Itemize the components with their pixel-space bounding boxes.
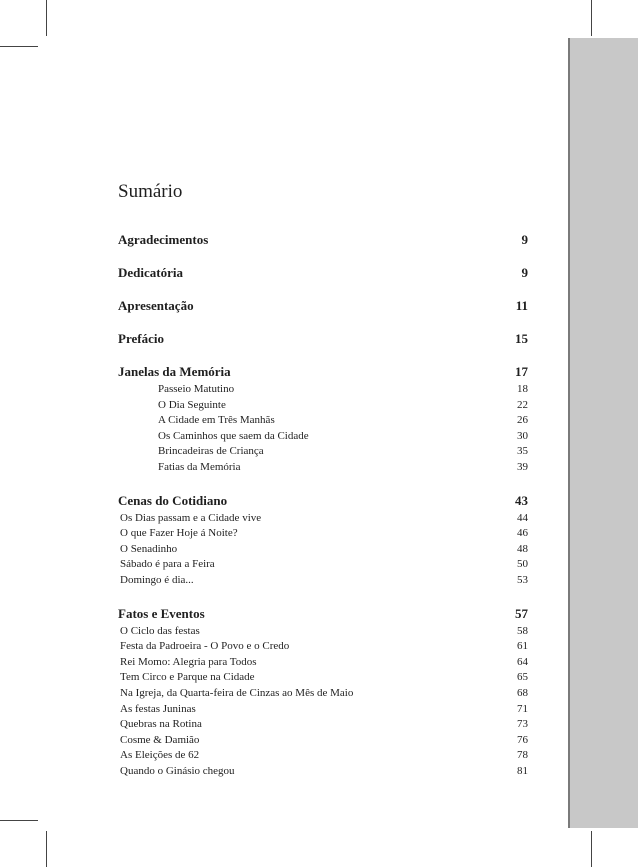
toc-subentry [118, 748, 528, 764]
crop-mark-bottom-right-v [591, 831, 592, 867]
toc-subentry [118, 429, 528, 445]
toc-page-number: 76 [517, 733, 528, 746]
toc-entry [118, 232, 528, 248]
toc-subentry [118, 733, 528, 749]
toc-label: Festa da Padroeira - O Povo e o Credo [120, 640, 290, 653]
toc-label: Na Igreja, da Quarta-feira de Cinzas ao Mês de Maio [120, 686, 354, 699]
toc-page-number: 17 [515, 364, 528, 379]
toc-page-number: 18 [517, 383, 528, 395]
toc-subentry [118, 511, 528, 527]
toc-label: Rei Momo: Alegria para Todos [120, 655, 257, 668]
toc-label: Cenas do Cotidiano [118, 492, 228, 508]
toc-label: O Dia Seguinte [158, 398, 226, 411]
toc-page-number: 53 [517, 573, 528, 586]
toc-subentry [118, 764, 528, 780]
crop-mark-bottom-left-v [46, 831, 47, 867]
toc-page-number: 9 [521, 232, 528, 247]
toc-label: As festas Juninas [120, 702, 196, 715]
toc-label: A Cidade em Três Manhãs [158, 414, 275, 427]
toc-page-number: 71 [517, 702, 528, 715]
toc-page-number: 61 [517, 640, 528, 653]
toc-label: Quebras na Rotina [120, 718, 202, 731]
toc-page-number: 68 [517, 686, 528, 699]
toc-page-number: 39 [517, 460, 528, 473]
toc-page-number: 22 [517, 398, 528, 411]
toc-label: O que Fazer Hoje á Noite? [120, 527, 238, 540]
toc-subentry [118, 398, 528, 414]
toc-page-number: 15 [515, 331, 528, 346]
toc-label: Cosme & Damião [120, 733, 200, 746]
toc-subentry [118, 382, 528, 398]
toc-section-heading [118, 606, 528, 622]
toc-subentry [118, 702, 528, 718]
crop-mark-top-right-v [591, 0, 592, 36]
crop-mark-top-left-v [46, 0, 47, 36]
toc-page-number: 65 [517, 671, 528, 684]
toc-label: Tem Circo e Parque na Cidade [120, 671, 255, 684]
toc-page-number: 43 [515, 492, 528, 508]
toc-subentry [118, 413, 528, 429]
crop-mark-bottom-left-h [0, 820, 38, 821]
toc-subentry [118, 444, 528, 460]
toc-subentry [118, 624, 528, 640]
toc-label: Os Dias passam e a Cidade vive [120, 511, 262, 524]
toc-subentry [118, 542, 528, 558]
table-of-contents [118, 180, 528, 796]
toc-page-number: 57 [515, 605, 528, 621]
toc-page-number: 58 [517, 624, 528, 637]
toc-page-number: 11 [515, 298, 528, 313]
toc-section [118, 606, 528, 780]
toc-label: O Ciclo das festas [120, 624, 200, 637]
toc-page-number: 50 [517, 558, 528, 571]
toc-section-heading [118, 493, 528, 509]
toc-page-number: 9 [521, 265, 528, 280]
toc-entry [118, 298, 528, 314]
toc-subentry [118, 686, 528, 702]
toc-subentry [118, 670, 528, 686]
toc-page-number: 26 [517, 414, 528, 427]
toc-section-heading [118, 364, 528, 380]
toc-label: Apresentação [118, 298, 194, 313]
toc-entry [118, 331, 528, 347]
toc-subentry [118, 573, 528, 589]
toc-label: Quando o Ginásio chegou [120, 764, 235, 777]
toc-subentry [118, 526, 528, 542]
toc-label: As Eleições de 62 [120, 749, 200, 762]
toc-label: O Senadinho [120, 542, 178, 555]
toc-label: Fatias da Memória [158, 460, 241, 473]
toc-section [118, 493, 528, 589]
toc-page-number: 48 [517, 542, 528, 555]
toc-page-number: 73 [517, 718, 528, 731]
toc-page-number: 35 [517, 445, 528, 458]
page-edge-bar [568, 38, 638, 828]
toc-page-number: 30 [517, 429, 528, 442]
page-title: Sumário [118, 181, 183, 202]
toc-subentry [118, 655, 528, 671]
toc-page-number: 81 [517, 764, 528, 777]
toc-page-number: 44 [517, 511, 528, 524]
toc-page-number: 78 [517, 749, 528, 762]
toc-entry [118, 265, 528, 281]
toc-sections [118, 364, 528, 779]
toc-label: Passeio Matutino [158, 383, 235, 395]
toc-label: Prefácio [118, 331, 164, 346]
toc-subentry [118, 557, 528, 573]
toc-label: Agradecimentos [118, 232, 209, 247]
toc-label: Janelas da Memória [118, 364, 231, 379]
toc-label: Domingo é dia... [120, 573, 194, 586]
toc-page-number: 46 [517, 527, 528, 540]
toc-label: Fatos e Eventos [118, 605, 205, 621]
toc-entries [118, 232, 528, 347]
toc-label: Brincadeiras de Criança [158, 445, 264, 458]
toc-subentry [118, 639, 528, 655]
toc-subentry [118, 460, 528, 476]
toc-label: Os Caminhos que saem da Cidade [158, 429, 309, 442]
toc-section [118, 364, 528, 476]
toc-label: Sábado é para a Feira [120, 558, 215, 571]
toc-page-number: 64 [517, 655, 528, 668]
crop-mark-top-left-h [0, 46, 38, 47]
toc-label: Dedicatória [118, 265, 183, 280]
toc-subentry [118, 717, 528, 733]
